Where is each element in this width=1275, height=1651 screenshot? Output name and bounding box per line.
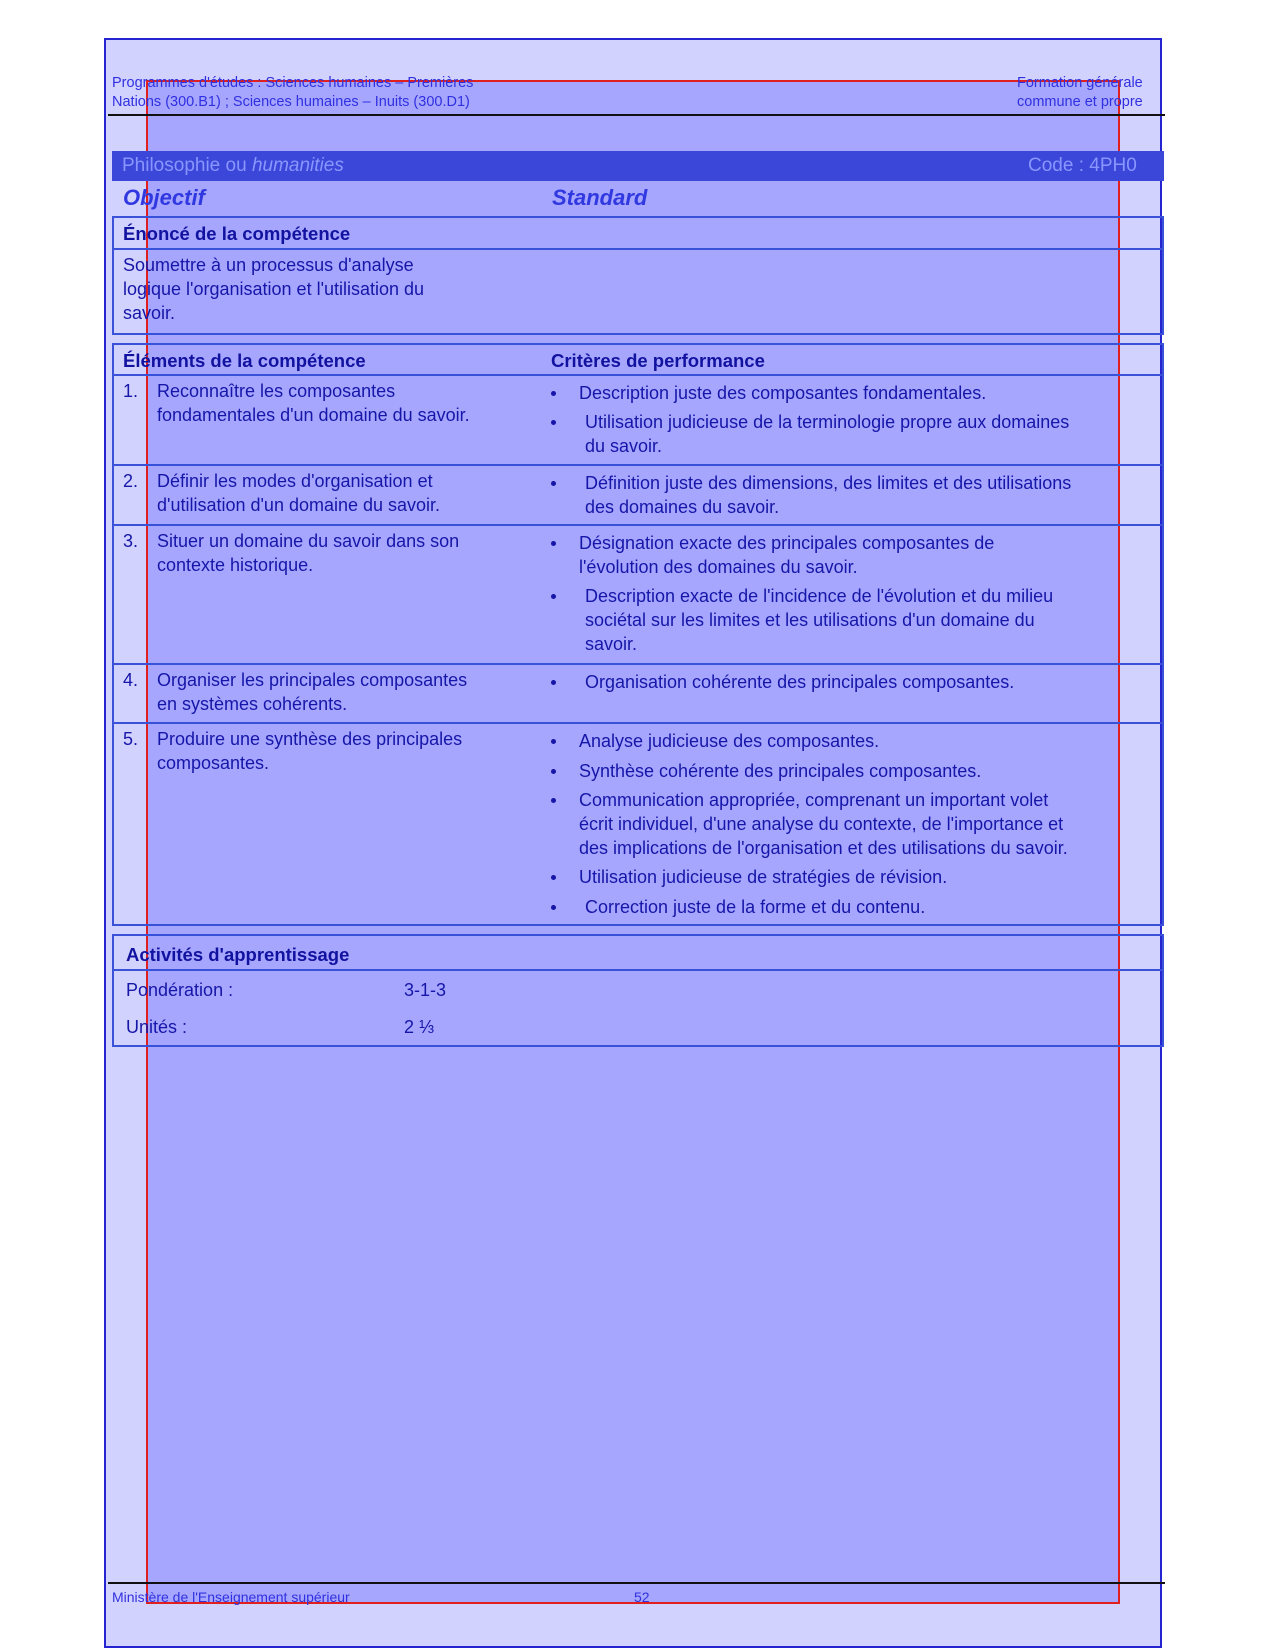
bullet-icon [551, 798, 556, 803]
enonce-heading: Énoncé de la compétence [123, 223, 351, 244]
criterion-text: Organisation cohérente des principales composantes. [585, 672, 1015, 692]
bullet-icon [551, 420, 556, 425]
criterion-text: Correction juste de la forme et du contenu. [585, 897, 926, 917]
course-title-plain: Philosophie ou [122, 155, 252, 176]
header-right-line2: commune et propre [1017, 94, 1143, 110]
criterion-text: Désignation exacte des principales composantes de [579, 533, 995, 553]
row-divider [112, 722, 1164, 724]
page-number: 52 [634, 1589, 650, 1605]
enonce-divider [112, 248, 1164, 250]
ponderation-value: 3-1-3 [404, 980, 447, 1000]
criterion-text: l'évolution des domaines du savoir. [579, 557, 858, 577]
criterion-text: des domaines du savoir. [585, 497, 780, 517]
footer-ministry: Ministère de l'Enseignement supérieur [112, 1589, 350, 1605]
element-text: contexte historique. [157, 555, 314, 575]
criterion-text: Utilisation judicieuse de la terminologie propre aux domaines [585, 412, 1070, 432]
element-text: en systèmes cohérents. [157, 694, 348, 714]
element-number: 3. [123, 531, 139, 551]
criterion-text: Description exacte de l'incidence de l'évolution et du milieu [585, 586, 1054, 606]
unites-label: Unités : [126, 1017, 188, 1037]
footer-rule [108, 1582, 1165, 1584]
element-text: fondamentales d'un domaine du savoir. [157, 405, 470, 425]
criterion-text: du savoir. [585, 436, 663, 456]
criterion-text: Communication appropriée, comprenant un important volet [579, 790, 1049, 810]
bullet-icon [551, 905, 556, 910]
enonce-line: savoir. [123, 303, 176, 323]
element-text: d'utilisation d'un domaine du savoir. [157, 495, 441, 515]
standard-label: Standard [552, 185, 648, 210]
element-text: Définir les modes d'organisation et [157, 471, 433, 491]
criterion-text: Utilisation judicieuse de stratégies de révision. [579, 867, 948, 887]
criterion-text: sociétal sur les limites et les utilisations d'un domaine du [585, 610, 1035, 630]
bullet-icon [551, 541, 556, 546]
elements-heading: Éléments de la compétence [123, 350, 366, 371]
element-text: Reconnaître les composantes [157, 381, 396, 401]
element-text: Situer un domaine du savoir dans son [157, 531, 460, 551]
objective-label: Objectif [123, 185, 205, 210]
element-number: 2. [123, 471, 139, 491]
header-left-line2: Nations (300.B1) ; Sciences humaines – Inuits (300.D1) [112, 94, 470, 110]
element-text: Produire une synthèse des principales [157, 729, 463, 749]
enonce-line: Soumettre à un processus d'analyse [123, 255, 414, 275]
bullet-icon [551, 875, 556, 880]
criteria-heading: Critères de performance [551, 350, 765, 371]
bullet-icon [551, 594, 556, 599]
criterion-text: Synthèse cohérente des principales composantes. [579, 761, 982, 781]
course-title [122, 155, 344, 177]
criterion-text: écrit individuel, d'une analyse du contexte, de l'importance et [579, 814, 1064, 834]
ponderation-label: Pondération : [126, 980, 234, 1000]
element-text: Organiser les principales composantes [157, 670, 468, 690]
course-title-bar [112, 151, 1164, 181]
element-number: 4. [123, 670, 139, 690]
unites-value: 2 ⅓ [404, 1017, 435, 1037]
row-divider [112, 464, 1164, 466]
bullet-icon [551, 769, 556, 774]
element-number: 1. [123, 381, 139, 401]
criterion-text: des implications de l'organisation et des utilisations du savoir. [579, 838, 1068, 858]
element-text: composantes. [157, 753, 270, 773]
course-code: Code : 4PH0 [1028, 155, 1137, 176]
bullet-icon [551, 739, 556, 744]
bullet-icon [551, 391, 556, 396]
bullet-icon [551, 680, 556, 685]
activities-heading: Activités d'apprentissage [126, 944, 350, 965]
header-right-line1: Formation générale [1017, 75, 1143, 91]
header-rule [108, 114, 1165, 116]
course-title-italic: humanities [251, 155, 344, 176]
bullet-icon [551, 481, 556, 486]
row-divider [112, 663, 1164, 665]
row-divider [112, 524, 1164, 526]
elements-head-divider [112, 374, 1164, 376]
element-number: 5. [123, 729, 139, 749]
criterion-text: Définition juste des dimensions, des limites et des utilisations [585, 473, 1072, 493]
criterion-text: Description juste des composantes fondamentales. [579, 383, 987, 403]
activities-divider [112, 969, 1164, 971]
criterion-text: savoir. [585, 634, 638, 654]
criterion-text: Analyse judicieuse des composantes. [579, 731, 880, 751]
header-left-line1: Programmes d'études : Sciences humaines – Premières [112, 75, 474, 91]
enonce-line: logique l'organisation et l'utilisation du [123, 279, 425, 299]
